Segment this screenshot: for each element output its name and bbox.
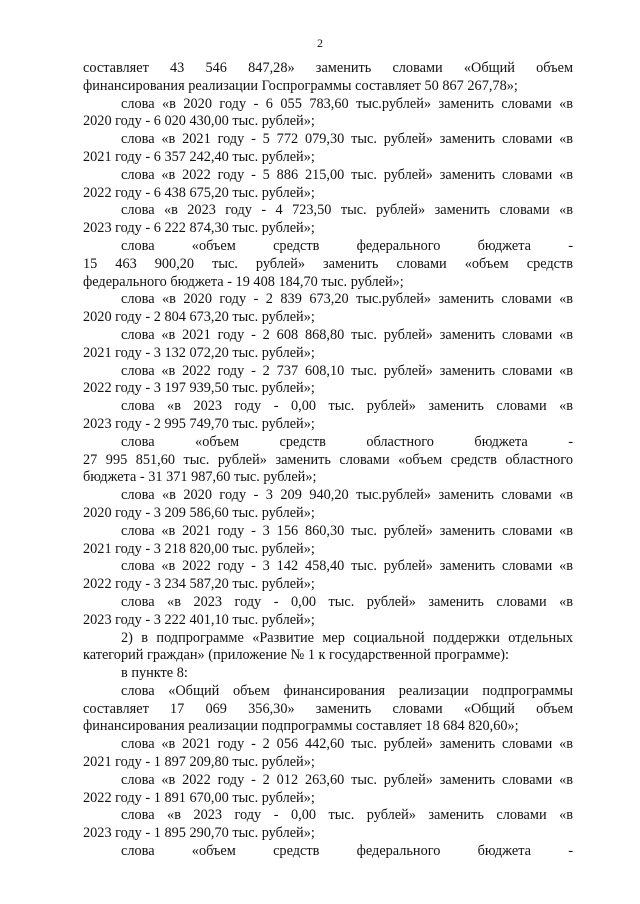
paragraph bbox=[83, 736, 573, 772]
text-line: слова «в 2022 году - 2 012 263,60 тыс. рублей» заменить словами «в bbox=[121, 771, 573, 788]
paragraph bbox=[83, 665, 573, 683]
text-line: слова «в 2020 году - 3 209 940,20 тыс.рублей» заменить словами «в bbox=[121, 487, 573, 504]
text-line: 2022 году - 6 438 675,20 тыс. рублей»; bbox=[83, 184, 315, 201]
text-line: федерального бюджета - 19 408 184,70 тыс. рублей»; bbox=[83, 273, 404, 290]
text-line: финансирования реализации Госпрограммы составляет 50 867 267,78»; bbox=[83, 77, 518, 94]
text-line: категорий граждан» (приложение № 1 к государственной программе): bbox=[83, 647, 510, 664]
text-line: слова «Общий объем финансирования реализации подпрограммы bbox=[121, 682, 573, 699]
text-line: 2021 году - 3 132 072,20 тыс. рублей»; bbox=[83, 344, 315, 361]
text-line: слова «в 2021 году - 2 056 442,60 тыс. рублей» заменить словами «в bbox=[121, 736, 573, 753]
paragraph bbox=[83, 202, 573, 238]
text-line: 2022 году - 1 891 670,00 тыс. рублей»; bbox=[83, 789, 315, 806]
paragraph bbox=[83, 327, 573, 363]
text-line: слова «в 2021 году - 5 772 079,30 тыс. рублей» заменить словами «в bbox=[121, 131, 573, 148]
paragraph bbox=[83, 683, 573, 736]
paragraph bbox=[83, 523, 573, 559]
paragraph bbox=[83, 167, 573, 203]
paragraph bbox=[83, 131, 573, 167]
text-line: слова «в 2021 году - 3 156 860,30 тыс. рублей» заменить словами «в bbox=[121, 522, 573, 539]
text-line: 2020 году - 3 209 586,60 тыс. рублей»; bbox=[83, 504, 315, 521]
paragraph bbox=[83, 772, 573, 808]
text-line: 2020 году - 6 020 430,00 тыс. рублей»; bbox=[83, 113, 315, 130]
paragraph bbox=[83, 238, 573, 291]
text-line: составляет 17 069 356,30» заменить словами «Общий объем bbox=[83, 700, 573, 717]
text-line: 2021 году - 1 897 209,80 тыс. рублей»; bbox=[83, 754, 315, 771]
text-line: 2022 году - 3 197 939,50 тыс. рублей»; bbox=[83, 380, 315, 397]
paragraph bbox=[83, 60, 573, 96]
text-line: слова «в 2021 году - 2 608 868,80 тыс. рублей» заменить словами «в bbox=[121, 326, 573, 343]
document-body bbox=[83, 60, 573, 861]
paragraph bbox=[83, 96, 573, 132]
text-line: 2023 году - 2 995 749,70 тыс. рублей»; bbox=[83, 415, 315, 432]
text-line: слова «объем средств федерального бюджета - bbox=[121, 237, 573, 254]
text-line: 15 463 900,20 тыс. рублей» заменить словами «объем средств bbox=[83, 255, 573, 272]
text-line: 2) в подпрограмме «Развитие мер социальной поддержки отдельных bbox=[121, 629, 573, 646]
paragraph bbox=[83, 807, 573, 843]
text-line: слова «в 2022 году - 2 737 608,10 тыс. рублей» заменить словами «в bbox=[121, 362, 573, 379]
paragraph bbox=[83, 558, 573, 594]
paragraph bbox=[83, 843, 573, 861]
paragraph bbox=[83, 363, 573, 399]
paragraph bbox=[83, 630, 573, 666]
paragraph bbox=[83, 594, 573, 630]
page-number: 2 bbox=[317, 36, 323, 50]
text-line: слова «в 2022 году - 3 142 458,40 тыс. рублей» заменить словами «в bbox=[121, 558, 573, 575]
text-line: 2020 году - 2 804 673,20 тыс. рублей»; bbox=[83, 309, 315, 326]
paragraph bbox=[83, 434, 573, 487]
paragraph bbox=[83, 398, 573, 434]
text-line: в пункте 8: bbox=[121, 665, 188, 682]
paragraph bbox=[83, 487, 573, 523]
text-line: слова «в 2020 году - 6 055 783,60 тыс.рублей» заменить словами «в bbox=[121, 95, 573, 112]
text-line: финансирования реализации подпрограммы составляет 18 684 820,60»; bbox=[83, 718, 519, 735]
text-line: бюджета - 31 371 987,60 тыс. рублей»; bbox=[83, 469, 317, 486]
paragraph bbox=[83, 291, 573, 327]
text-line: 2021 году - 3 218 820,00 тыс. рублей»; bbox=[83, 540, 315, 557]
text-line: слова «в 2023 году - 0,00 тыс. рублей» заменить словами «в bbox=[121, 398, 573, 415]
text-line: слова «в 2020 году - 2 839 673,20 тыс.рублей» заменить словами «в bbox=[121, 291, 573, 308]
text-line: 2023 году - 1 895 290,70 тыс. рублей»; bbox=[83, 825, 315, 842]
text-line: 2022 году - 3 234 587,20 тыс. рублей»; bbox=[83, 576, 315, 593]
text-line: слова «в 2023 году - 0,00 тыс. рублей» заменить словами «в bbox=[121, 807, 573, 824]
text-line: составляет 43 546 847,28» заменить словами «Общий объем bbox=[83, 60, 573, 76]
text-line: слова «в 2023 году - 0,00 тыс. рублей» заменить словами «в bbox=[121, 593, 573, 610]
text-line: слова «в 2022 году - 5 886 215,00 тыс. рублей» заменить словами «в bbox=[121, 166, 573, 183]
text-line: 2023 году - 3 222 401,10 тыс. рублей»; bbox=[83, 611, 315, 628]
text-line: слова «объем средств федерального бюджета - bbox=[121, 843, 573, 860]
text-line: 2021 году - 6 357 242,40 тыс. рублей»; bbox=[83, 148, 315, 165]
text-line: 2023 году - 6 222 874,30 тыс. рублей»; bbox=[83, 220, 315, 237]
text-line: 27 995 851,60 тыс. рублей» заменить словами «объем средств областного bbox=[83, 451, 573, 468]
text-line: слова «в 2023 году - 4 723,50 тыс. рублей» заменить словами «в bbox=[121, 202, 573, 219]
text-line: слова «объем средств областного бюджета - bbox=[121, 433, 573, 450]
